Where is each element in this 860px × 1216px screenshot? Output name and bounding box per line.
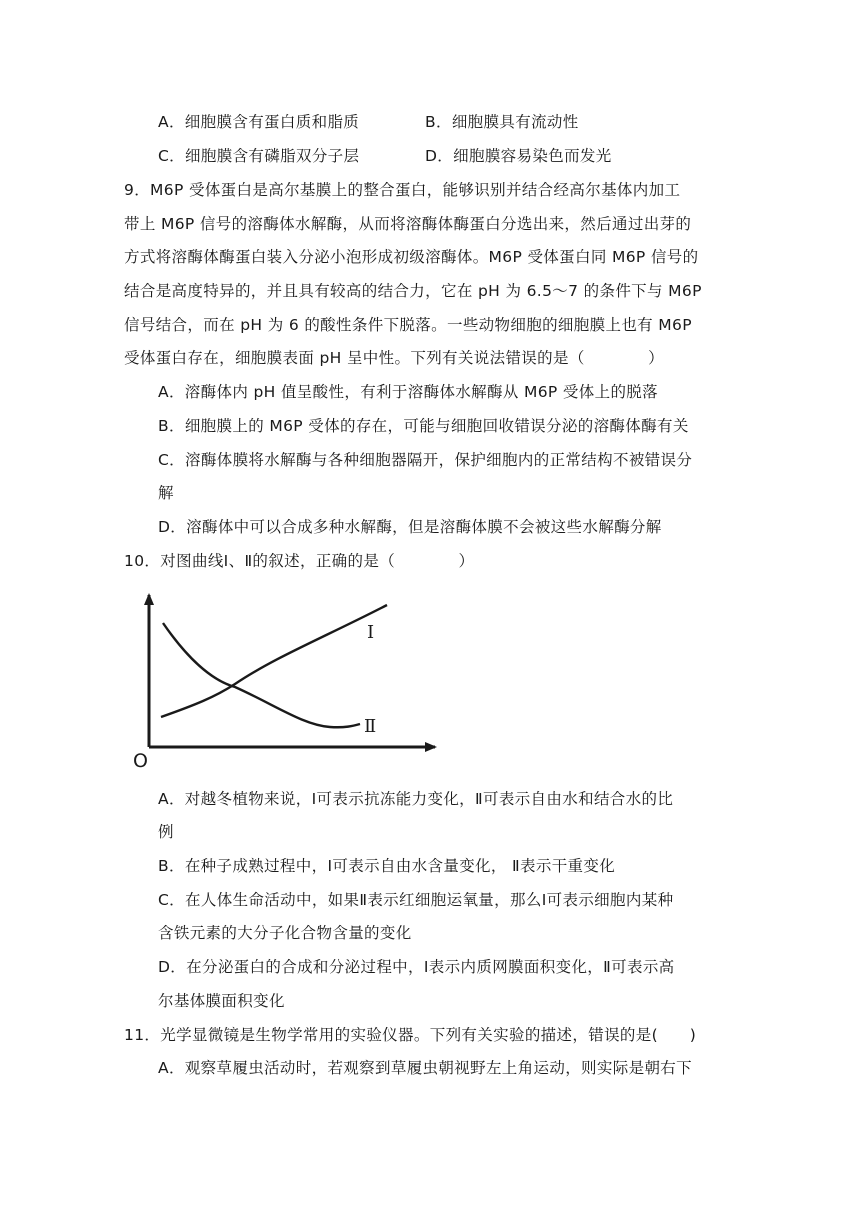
q9-stem-line-1: 9．M6P 受体蛋白是高尔基膜上的整合蛋白，能够识别并结合经高尔基体内加工 xyxy=(124,181,681,199)
q9-stem-line-5: 信号结合，而在 pH 为 6 的酸性条件下脱落。一些动物细胞的细胞膜上也有 M6P xyxy=(124,316,692,334)
q10-option-c-line-2: 含铁元素的大分子化合物含量的变化 xyxy=(158,924,412,942)
q9-option-c-line-2: 解 xyxy=(158,484,174,502)
q8-option-c: C．细胞膜含有磷脂双分子层 xyxy=(158,147,360,165)
q10-option-a-line-2: 例 xyxy=(158,823,174,841)
q9-option-d: D．溶酶体中可以合成多种水解酶，但是溶酶体膜不会被这些水解酶分解 xyxy=(158,518,662,536)
q9-stem-line-2: 带上 M6P 信号的溶酶体水解酶，从而将溶酶体酶蛋白分选出来，然后通过出芽的 xyxy=(124,215,692,233)
q9-stem-line-3: 方式将溶酶体酶蛋白装入分泌小泡形成初级溶酶体。M6P 受体蛋白同 M6P 信号的 xyxy=(124,248,699,266)
q10-option-d-line-2: 尔基体膜面积变化 xyxy=(158,992,285,1010)
q9-option-a: A．溶酶体内 pH 值呈酸性，有利于溶酶体水解酶从 M6P 受体上的脱落 xyxy=(158,383,658,401)
q9-stem-line-6: 受体蛋白存在，细胞膜表面 pH 呈中性。下列有关说法错误的是（ ） xyxy=(124,349,664,367)
q10-option-d-line-1: D．在分泌蛋白的合成和分泌过程中，Ⅰ表示内质网膜面积变化，Ⅱ可表示高 xyxy=(158,958,675,976)
q11-stem: 11．光学显微镜是生物学常用的实验仪器。下列有关实验的描述，错误的是( ) xyxy=(124,1026,697,1044)
q10-option-a-line-1: A．对越冬植物来说，Ⅰ可表示抗冻能力变化，Ⅱ可表示自由水和结合水的比 xyxy=(158,790,674,808)
curve-2-label: Ⅱ xyxy=(364,716,377,737)
q10-option-b: B．在种子成熟过程中，Ⅰ可表示自由水含量变化， Ⅱ表示干重变化 xyxy=(158,857,616,875)
q10-option-c-line-1: C．在人体生命活动中，如果Ⅱ表示红细胞运氧量，那么Ⅰ可表示细胞内某种 xyxy=(158,891,674,909)
q9-option-c-line-1: C．溶酶体膜将水解酶与各种细胞器隔开，保护细胞内的正常结构不被错误分 xyxy=(158,451,693,469)
curve-2 xyxy=(163,623,360,727)
q8-option-b: B．细胞膜具有流动性 xyxy=(425,113,579,131)
q9-stem-line-4: 结合是高度特异的，并且具有较高的结合力，它在 pH 为 6.5～7 的条件下与 M6P xyxy=(124,282,702,300)
q8-option-d: D．细胞膜容易染色而发光 xyxy=(425,147,612,165)
q8-option-a: A．细胞膜含有蛋白质和脂质 xyxy=(158,113,360,131)
q10-stem: 10．对图曲线Ⅰ、Ⅱ的叙述，正确的是（ ） xyxy=(124,552,475,570)
q9-option-b: B．细胞膜上的 M6P 受体的存在，可能与细胞回收错误分泌的溶酶体酶有关 xyxy=(158,417,689,435)
q11-option-a: A．观察草履虫活动时，若观察到草履虫朝视野左上角运动，则实际是朝右下 xyxy=(158,1059,693,1077)
curve-1-label: Ⅰ xyxy=(367,622,375,643)
origin-label: O xyxy=(133,750,148,772)
q10-graph xyxy=(125,585,445,775)
